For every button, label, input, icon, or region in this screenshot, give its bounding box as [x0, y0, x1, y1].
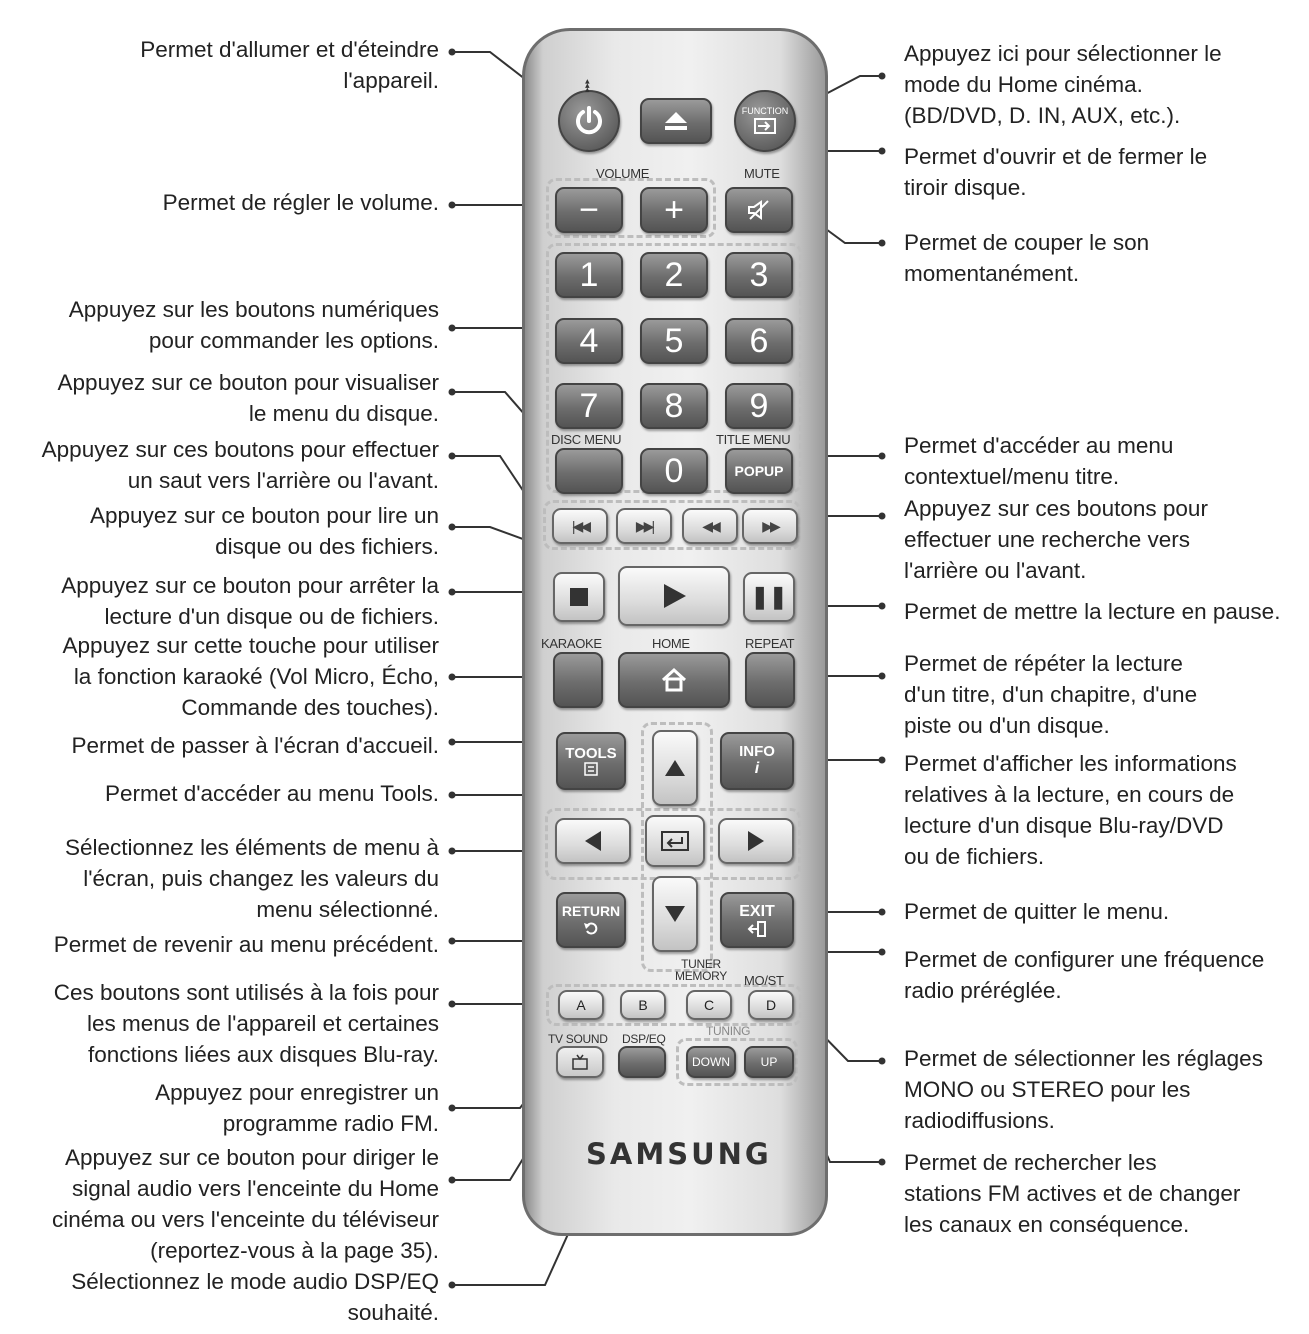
stop-icon — [570, 588, 588, 606]
arrow-right-button[interactable] — [718, 818, 794, 864]
tv-sound-button[interactable] — [556, 1046, 604, 1078]
eject-button[interactable] — [640, 98, 712, 144]
arrow-left-button[interactable] — [555, 818, 631, 864]
label-function: Appuyez ici pour sélectionner le mode du Home cinéma. (BD/DVD, D. IN, AUX, etc.). — [904, 41, 1222, 128]
digit-5-button[interactable]: 5 — [640, 318, 708, 364]
label-exit: Permet de quitter le menu. — [904, 899, 1170, 924]
popup-button[interactable]: POPUP — [725, 448, 793, 494]
tv-icon — [571, 1054, 589, 1070]
fast-forward-icon: ▶▶ — [762, 518, 778, 534]
info-button[interactable] — [720, 732, 794, 790]
digit-1-button[interactable]: 1 — [555, 252, 623, 298]
label-eject: Permet d'ouvrir et de fermer le tiroir disque. — [904, 144, 1208, 200]
pause-icon: ❚❚ — [750, 584, 788, 609]
label-mono-stereo: Permet de sélectionner les réglages MONO ou STEREO pour les radiodiffusions. — [904, 1046, 1263, 1133]
label-volume: Permet de régler le volume. — [162, 190, 439, 215]
label-color-keys: Ces boutons sont utilisés à la fois pour les menus de l'appareil et certaines fonctions liées aux disques Blu-ray. — [53, 980, 439, 1067]
exit-icon — [747, 921, 767, 937]
exit-label: EXIT — [739, 903, 775, 921]
tools-button[interactable] — [556, 732, 626, 790]
label-tuner-memory: Appuyez pour enregistrer un programme radio FM. — [155, 1080, 439, 1136]
play-button[interactable] — [618, 566, 730, 626]
label-search: Appuyez sur ces boutons pour effectuer une recherche vers l'arrière ou l'avant. — [904, 496, 1208, 583]
color-key-d-button[interactable]: D — [748, 990, 794, 1020]
label-mute: Permet de couper le son momentanément. — [904, 230, 1150, 286]
return-icon — [583, 920, 599, 936]
eject-icon — [663, 110, 689, 132]
dsp-eq-label: DSP/EQ — [622, 1032, 666, 1046]
repeat-label: REPEAT — [745, 636, 795, 651]
title-menu-label: TITLE MENU — [716, 432, 791, 447]
arrow-down-icon — [663, 904, 687, 924]
tv-sound-label: TV SOUND — [548, 1032, 608, 1046]
karaoke-button[interactable] — [553, 652, 603, 708]
color-key-c-button[interactable]: C — [686, 990, 732, 1020]
volume-label: VOLUME — [596, 166, 650, 181]
return-label: RETURN — [561, 903, 621, 920]
mute-button[interactable] — [725, 187, 793, 233]
color-key-a-button[interactable]: A — [558, 990, 604, 1020]
power-icon — [572, 104, 606, 138]
arrow-right-icon — [746, 829, 766, 853]
rewind-button[interactable] — [682, 508, 738, 544]
tuning-label: TUNING — [706, 1024, 751, 1038]
volume-down-button[interactable]: − — [555, 187, 623, 233]
tools-label: TOOLS — [565, 744, 617, 762]
fast-forward-button[interactable] — [742, 508, 798, 544]
info-icon: i — [754, 760, 760, 778]
tools-icon — [583, 762, 599, 776]
function-button[interactable] — [734, 90, 796, 152]
return-button[interactable] — [556, 892, 626, 948]
label-skip: Appuyez sur ces boutons pour effectuer un saut vers l'arrière ou l'avant. — [41, 437, 439, 493]
arrow-left-icon — [583, 829, 603, 853]
home-label: HOME — [652, 636, 690, 651]
enter-button[interactable] — [645, 815, 705, 867]
skip-forward-icon: ▶▶| — [635, 518, 653, 534]
arrow-up-icon — [663, 758, 687, 778]
color-key-b-button[interactable]: B — [620, 990, 666, 1020]
label-karaoke: Appuyez sur cette touche pour utiliser la fonction karaoké (Vol Micro, Écho, Commande des touches). — [62, 633, 439, 720]
label-tools: Permet d'accéder au menu Tools. — [104, 781, 439, 806]
digit-4-button[interactable]: 4 — [555, 318, 623, 364]
enter-icon — [660, 830, 690, 852]
disc-menu-label: DISC MENU — [551, 432, 622, 447]
label-repeat: Permet de répéter la lecture d'un titre, d'un chapitre, d'une piste ou d'un disque. — [904, 651, 1198, 738]
label-popup: Permet d'accéder au menu contextuel/menu titre. — [904, 433, 1174, 489]
skip-back-icon: |◀◀ — [571, 518, 589, 534]
mute-label: MUTE — [744, 166, 780, 181]
label-return: Permet de revenir au menu précédent. — [53, 932, 439, 957]
info-label: INFO — [739, 742, 775, 760]
function-input-icon — [752, 116, 778, 136]
stop-button[interactable] — [553, 572, 605, 622]
ir-marker: ◂◂◂ — [582, 79, 593, 92]
samsung-logo: SAMSUNG — [586, 1137, 772, 1171]
label-disc-menu: Appuyez sur ce bouton pour visualiser le menu du disque. — [57, 370, 439, 426]
tuner-memory-label: TUNER MEMORY — [675, 957, 727, 983]
function-label: FUNCTION — [741, 106, 789, 116]
label-play: Appuyez sur ce bouton pour lire un disque ou des fichiers. — [90, 503, 439, 559]
arrow-down-button[interactable] — [652, 876, 698, 952]
label-dsp-eq: Sélectionnez le mode audio DSP/EQ souhaité. — [71, 1269, 439, 1325]
skip-back-button[interactable] — [552, 508, 608, 544]
home-button[interactable] — [618, 652, 730, 708]
play-icon — [660, 582, 688, 610]
digit-7-button[interactable]: 7 — [555, 383, 623, 429]
label-power: Permet d'allumer et d'éteindre l'appareil. — [140, 37, 439, 93]
label-navigation: Sélectionnez les éléments de menu à l'écran, puis changez les valeurs du menu sélectionné. — [65, 835, 439, 922]
dsp-eq-button[interactable] — [618, 1046, 666, 1078]
label-number-buttons: Appuyez sur les boutons numériques pour commander les options. — [68, 297, 439, 353]
digit-6-button[interactable]: 6 — [725, 318, 793, 364]
tuning-up-button[interactable]: UP — [744, 1046, 794, 1078]
tuning-down-button[interactable]: DOWN — [686, 1046, 736, 1078]
label-pause: Permet de mettre la lecture en pause. — [904, 599, 1281, 624]
disc-menu-button[interactable] — [555, 448, 623, 494]
skip-forward-button[interactable] — [616, 508, 672, 544]
digit-0-button[interactable]: 0 — [640, 448, 708, 494]
karaoke-label: KARAOKE — [541, 636, 602, 651]
label-info: Permet d'afficher les informations relatives à la lecture, en cours de lecture d'un disque Blu-ray/DVD ou de fichiers. — [904, 751, 1237, 869]
rewind-icon: ◀◀ — [702, 518, 718, 534]
pause-button[interactable] — [743, 572, 795, 622]
exit-button[interactable] — [720, 892, 794, 948]
mo-st-label: MO/ST — [744, 973, 784, 988]
label-stop: Appuyez sur ce bouton pour arrêter la lecture d'un disque ou de fichiers. — [61, 573, 439, 629]
digit-8-button[interactable]: 8 — [640, 383, 708, 429]
mute-speaker-icon — [746, 199, 772, 221]
digit-3-button[interactable]: 3 — [725, 252, 793, 298]
digit-9-button[interactable]: 9 — [725, 383, 793, 429]
label-tuning: Permet de rechercher les stations FM actives et de changer les canaux en conséquence. — [904, 1150, 1241, 1237]
repeat-button[interactable] — [745, 652, 795, 708]
arrow-up-button[interactable] — [652, 730, 698, 806]
label-tuner-preset: Permet de configurer une fréquence radio préréglée. — [904, 947, 1265, 1003]
label-home: Permet de passer à l'écran d'accueil. — [71, 733, 439, 758]
home-icon — [660, 667, 688, 693]
digit-2-button[interactable]: 2 — [640, 252, 708, 298]
volume-up-button[interactable]: + — [640, 187, 708, 233]
label-tv-sound: Appuyez sur ce bouton pour diriger le signal audio vers l'enceinte du Home cinéma ou vers l'enceinte du téléviseur (reportez-vous à la page 35). — [51, 1145, 439, 1263]
power-button[interactable] — [558, 90, 620, 152]
